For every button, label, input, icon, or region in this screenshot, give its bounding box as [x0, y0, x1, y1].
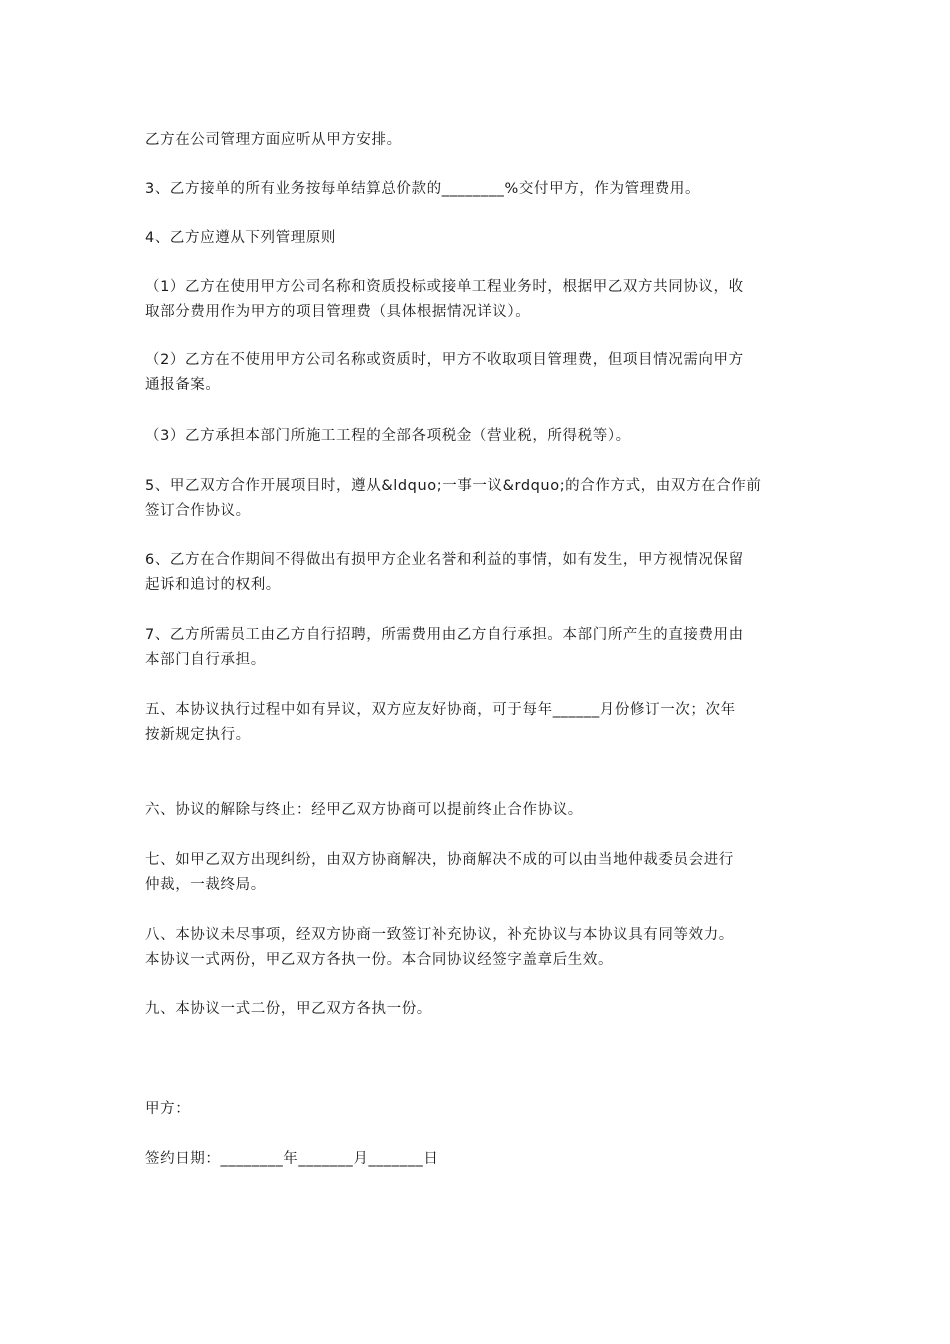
text-line: （2）乙方在不使用甲方公司名称或资质时，甲方不收取项目管理费，但项目情况需向甲方 — [145, 352, 744, 368]
party-a-signature-line — [145, 1097, 815, 1122]
text-line: 6、乙方在合作期间不得做出有损甲方企业名誉和利益的事情，如有发生，甲方视情况保留 — [145, 552, 744, 568]
text-line: 仲裁，一裁终局。 — [145, 877, 266, 893]
paragraph-article-5 — [145, 698, 815, 748]
text-line: 7、乙方所需员工由乙方自行招聘，所需费用由乙方自行承担。本部门所产生的直接费用由 — [145, 627, 744, 643]
text-line: 六、协议的解除与终止：经甲乙双方协商可以提前终止合作协议。 — [145, 802, 583, 818]
text-line: 七、如甲乙双方出现纠纷，由双方协商解决，协商解决不成的可以由当地仲裁委员会进行 — [145, 852, 734, 868]
paragraph-article-9 — [145, 997, 815, 1022]
paragraph-article-6 — [145, 798, 815, 823]
paragraph-clause-7 — [145, 623, 815, 673]
text-line: 起诉和追讨的权利。 — [145, 577, 281, 593]
text-line: 签约日期：________年_______月_______日 — [145, 1151, 439, 1167]
text-line: 九、本协议一式二份，甲乙双方各执一份。 — [145, 1001, 432, 1017]
text-line: 签订合作协议。 — [145, 503, 251, 519]
text-line: 五、本协议执行过程中如有异议，双方应友好协商，可于每年______月份修订一次；次年 — [145, 702, 736, 718]
text-line: 取部分费用作为甲方的项目管理费（具体根据情况详议）。 — [145, 304, 531, 320]
text-line: 5、甲乙双方合作开展项目时，遵从&ldquo;一事一议&rdquo;的合作方式，由双方在合作前 — [145, 478, 762, 494]
text-line: 甲方： — [145, 1101, 191, 1117]
paragraph-principle-1 — [145, 275, 815, 325]
text-line: 3、乙方接单的所有业务按每单结算总价款的________%交付甲方，作为管理费用。 — [145, 181, 701, 197]
text-line: （1）乙方在使用甲方公司名称和资质投标或接单工程业务时，根据甲乙双方共同协议，收 — [145, 279, 744, 295]
text-line: 八、本协议未尽事项，经双方协商一致签订补充协议，补充协议与本协议具有同等效力。 — [145, 927, 734, 943]
text-line: 4、乙方应遵从下列管理原则 — [145, 230, 337, 246]
paragraph-management-obey — [145, 128, 815, 153]
paragraph-clause-6 — [145, 548, 815, 598]
paragraph-article-7 — [145, 848, 815, 898]
paragraph-principle-3 — [145, 424, 815, 449]
signing-date-line — [145, 1147, 815, 1172]
paragraph-clause-4 — [145, 226, 815, 251]
paragraph-principle-2 — [145, 348, 815, 398]
paragraph-clause-3 — [145, 177, 815, 202]
text-line: 本协议一式两份，甲乙双方各执一份。本合同协议经签字盖章后生效。 — [145, 952, 614, 968]
paragraph-clause-5 — [145, 474, 815, 524]
text-line: （3）乙方承担本部门所施工工程的全部各项税金（营业税，所得税等）。 — [145, 428, 631, 444]
paragraph-article-8 — [145, 923, 815, 973]
text-line: 本部门自行承担。 — [145, 652, 266, 668]
text-line: 乙方在公司管理方面应听从甲方安排。 — [145, 132, 402, 148]
text-line: 通报备案。 — [145, 377, 221, 393]
text-line: 按新规定执行。 — [145, 727, 251, 743]
